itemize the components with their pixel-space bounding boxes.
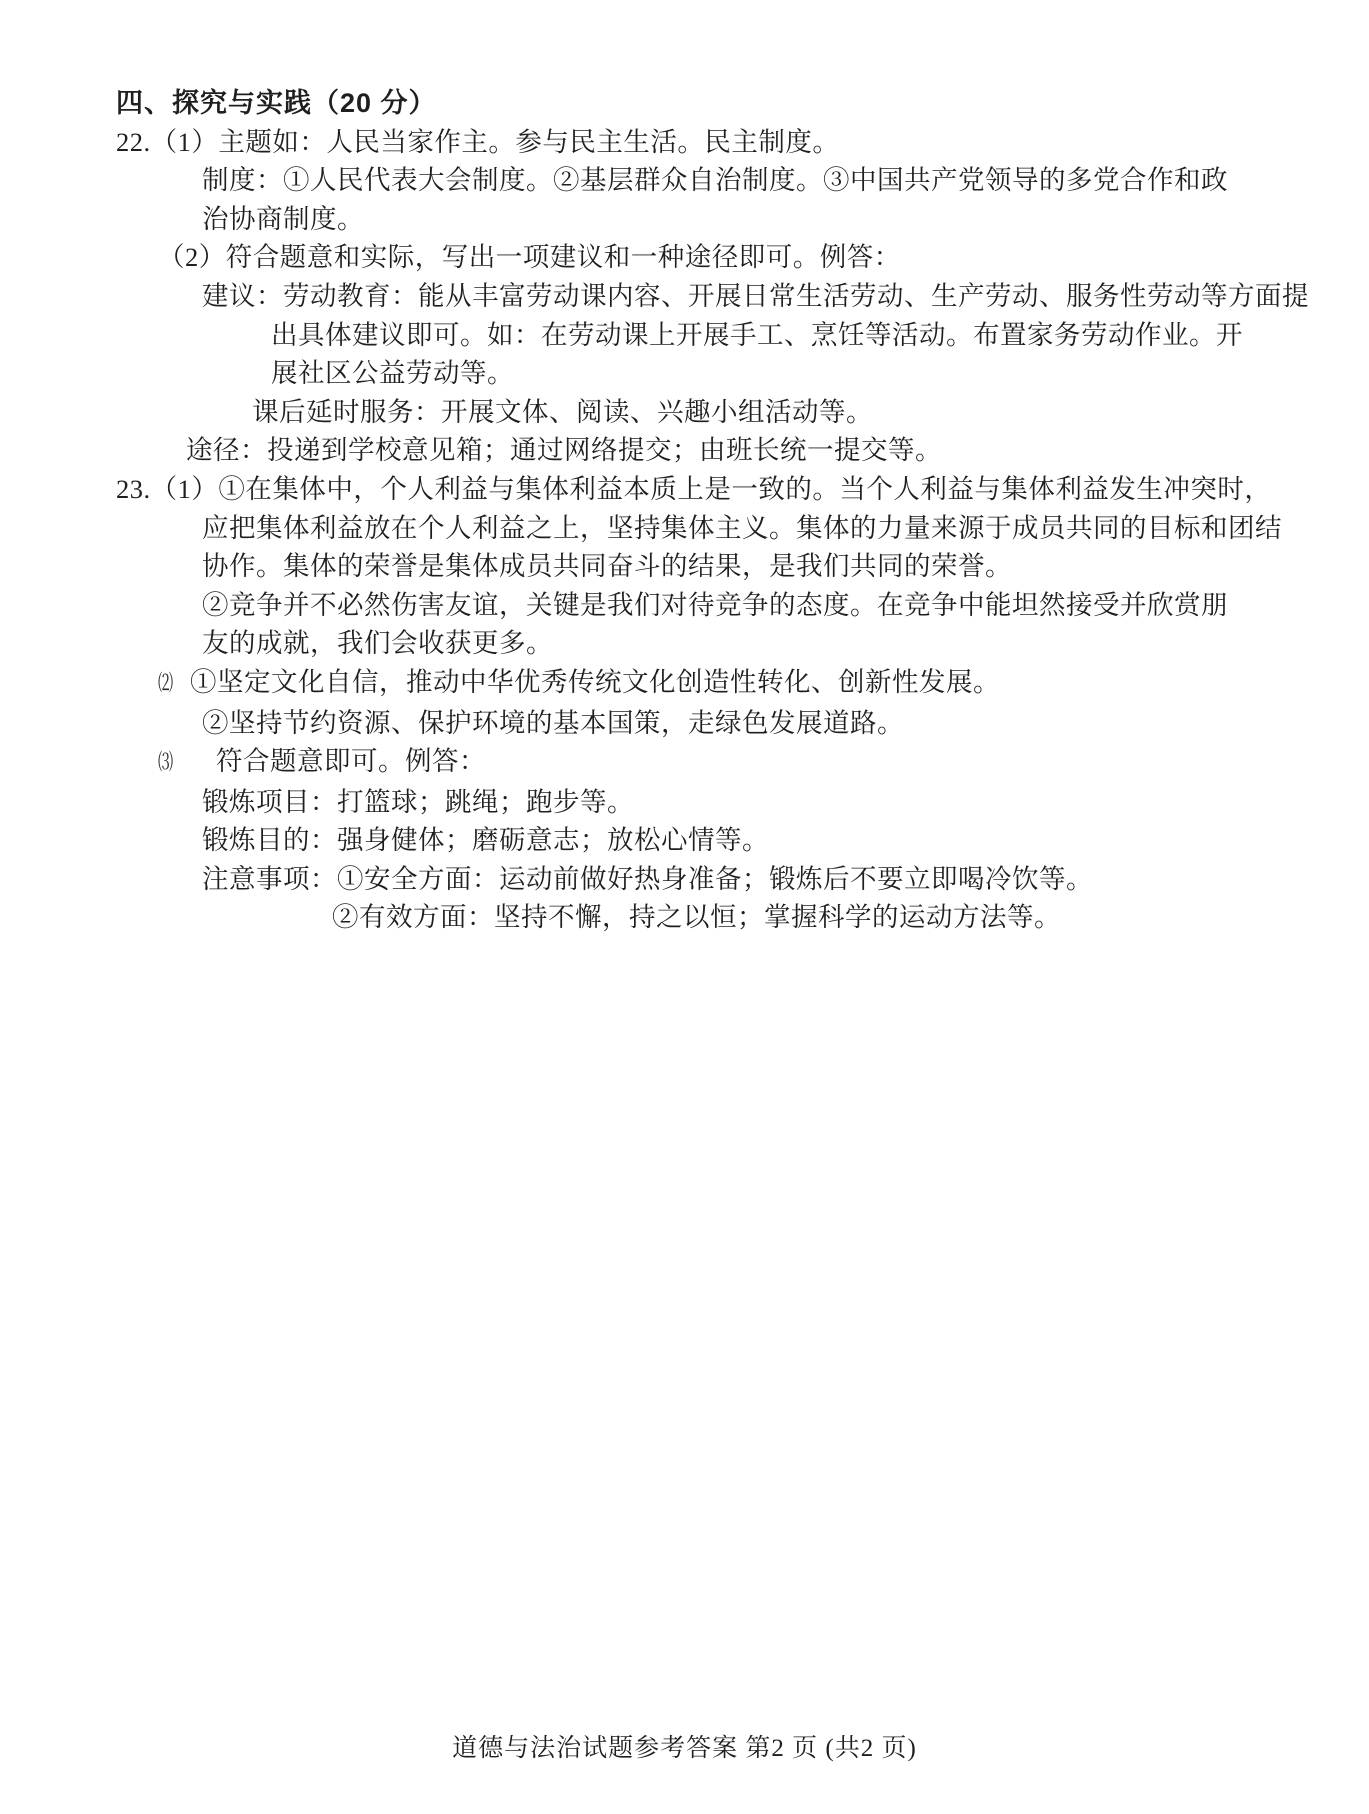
q22-part2-intro-line: （2）符合题意和实际，写出一项建议和一种途径即可。例答： <box>158 242 901 273</box>
q23-part3-line <box>158 742 1369 783</box>
q23-part2-text: ①坚定文化自信，推动中华优秀传统文化创造性转化、创新性发展。 <box>190 666 1000 697</box>
q23-part3-item-line: 锻炼项目：打篮球；跳绳；跑步等。 <box>202 786 634 817</box>
q22-part2-suggestion-line: 出具体建议即可。如：在劳动课上开展手工、烹饪等活动。布置家务劳动作业。开 <box>271 319 1243 350</box>
q23-part3-notes-line: ②有效方面：坚持不懈，持之以恒；掌握科学的运动方法等。 <box>332 902 1061 933</box>
q22-part1-system-line: 制度：①人民代表大会制度。②基层群众自治制度。③中国共产党领导的多党合作和政 <box>202 165 1228 196</box>
q22-part1-theme-line: 22.（1）主题如：人民当家作主。参与民主生活。民主制度。 <box>116 126 840 157</box>
q22-part2-suggestion-line: 建议：劳动教育：能从丰富劳动课内容、开展日常生活劳动、生产劳动、服务性劳动等方面提 <box>202 280 1309 311</box>
q22-part2-channel-line: 途径：投递到学校意见箱；通过网络提交；由班长统一提交等。 <box>186 435 942 466</box>
q22-part1-system-line: 治协商制度。 <box>202 203 364 234</box>
q23-part2-line: ②坚持节约资源、保护环境的基本国策，走绿色发展道路。 <box>202 707 904 738</box>
q23-part1-line: 23.（1）①在集体中，个人利益与集体利益本质上是一致的。当个人利益与集体利益发生冲突时， <box>116 473 1272 504</box>
q23-part3-notes-line: 注意事项：①安全方面：运动前做好热身准备；锻炼后不要立即喝冷饮等。 <box>202 863 1093 894</box>
section-heading: 四、探究与实践（20 分） <box>116 88 437 118</box>
q23-part1-line: ②竞争并不必然伤害友谊，关键是我们对待竞争的态度。在竞争中能坦然接受并欣赏朋 <box>202 589 1228 620</box>
part2-marker: ⑵ <box>158 670 174 696</box>
answer-key-body <box>0 84 1369 937</box>
q23-part3-text: 符合题意即可。例答： <box>216 746 486 777</box>
part3-marker: ⑶ <box>158 749 174 775</box>
q22-part2-service-line: 课后延时服务：开展文体、阅读、兴趣小组活动等。 <box>252 396 873 427</box>
q22-part2-suggestion-line: 展社区公益劳动等。 <box>271 358 514 389</box>
q23-part3-item-line: 锻炼目的：强身健体；磨砺意志；放松心情等。 <box>202 825 769 856</box>
q23-part2-line <box>158 663 1369 704</box>
q23-part1-line: 应把集体利益放在个人利益之上，坚持集体主义。集体的力量来源于成员共同的目标和团结 <box>202 512 1282 543</box>
q23-part1-line: 协作。集体的荣誉是集体成员共同奋斗的结果，是我们共同的荣誉。 <box>202 551 1012 582</box>
page-footer: 道德与法治试题参考答案 第2 页 (共2 页) <box>452 1735 917 1762</box>
q23-part1-line: 友的成就，我们会收获更多。 <box>202 628 553 659</box>
